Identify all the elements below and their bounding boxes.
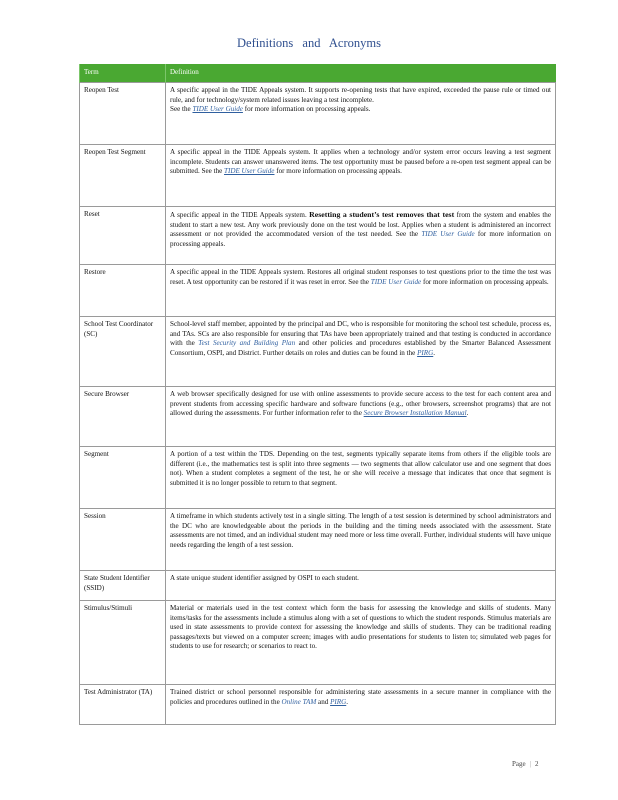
definition-cell (166, 447, 556, 509)
definition-text: See the (170, 105, 191, 114)
table-row (80, 509, 556, 571)
definition-text: A specific appeal in the TIDE Appeals system. It applies when a technology and/or system error occurs leaving a test segment incomplete. Students can answer unanswered items. The test opportunity must be paused before a re-open test segment appeal can be submitted. (170, 148, 551, 176)
definition-cell (166, 571, 556, 601)
definition-cell (166, 207, 556, 265)
definition-text: from the system and enables the student to start a new test. Any work previously done on the test would be lost. Applies when a student is administered an incorrect assessment or not provided the accommodated version of the test needed. See the (170, 211, 551, 239)
table-row (80, 447, 556, 509)
secure-browser-manual-link[interactable]: Secure Browser Installation Manual (363, 409, 467, 418)
footer-page-number: 2 (535, 760, 539, 768)
term-cell: Reset (80, 207, 166, 265)
term-cell: Reopen Test Segment (80, 145, 166, 207)
pirg-link[interactable]: PIRG (330, 697, 347, 706)
definition-text: See the (201, 167, 223, 176)
header-definition: Definition (166, 64, 556, 83)
definition-text: and other policies and procedures established by the Smarter Balanced Assessment Consortium, OSPI, and District. Further details on roles and duties can be found in the (170, 339, 552, 357)
definition-text: for more information on processing appeals. (170, 230, 551, 248)
definition-cell (166, 509, 556, 571)
definition-text: A portion of a test within the TDS. Depending on the test, segments typically separate items from others if the eligible tools are different (i.e., the mathematics test is split into three segments — two segments that allow calculator use and one segment that does not). When a student completes a segment of the test, he or she will receive a message that indicates that once that segment is submitted it is no longer possible to return to that segment. (170, 450, 551, 487)
definition-text: . (466, 409, 469, 418)
header-term: Term (80, 64, 166, 83)
definition-text: A specific appeal in the TIDE Appeals system. (170, 211, 307, 219)
definitions-table (79, 64, 556, 725)
table-row (80, 265, 556, 317)
definition-text: for more information on processing appeals. (422, 277, 549, 286)
definition-text: and (318, 697, 329, 706)
definition-text: . (433, 348, 436, 357)
table-row (80, 207, 556, 265)
table-row (80, 83, 556, 145)
term-cell: Stimulus/Stimuli (80, 601, 166, 685)
definition-bold-text: Resetting a student’s test removes that test (309, 210, 455, 219)
definition-cell (166, 685, 556, 725)
definition-cell (166, 601, 556, 685)
tide-user-guide-link[interactable]: TIDE User Guide (224, 167, 275, 176)
definition-text: . (346, 697, 349, 706)
page-title: Definitions and Acronyms (237, 36, 381, 50)
table-row (80, 685, 556, 725)
definition-text: Trained district or school personnel responsible for administering state assessments in a secure manner in compliance with the policies and procedures outlined in the (170, 688, 551, 706)
table-row (80, 571, 556, 601)
table-header-row (80, 64, 556, 83)
definition-cell (166, 317, 556, 387)
term-cell: Segment (80, 447, 166, 509)
term-cell: Test Administrator (TA) (80, 685, 166, 725)
table-row (80, 145, 556, 207)
definition-cell (166, 265, 556, 317)
term-cell: Reopen Test (80, 83, 166, 145)
term-cell: Restore (80, 265, 166, 317)
term-cell: Secure Browser (80, 387, 166, 447)
term-cell: State Student Identifier (SSID) (80, 571, 166, 601)
pirg-link[interactable]: PIRG (417, 348, 434, 357)
term-cell: School Test Coordinator (SC) (80, 317, 166, 387)
definition-text: A specific appeal in the TIDE Appeals system. Restores all original student responses to test questions prior to the time the test was reset. A test opportunity can be restored if it was reset in error. See the (170, 268, 551, 286)
term-cell: Session (80, 509, 166, 571)
definition-text: Material or materials used in the test context which form the basis for assessing the knowledge and skills of students. Many items/tasks for the assessments include a stimulus along with a set of questions to which the student responds. Stimulus materials are used in state assessments to provide context for assessing the knowledge and skills of students. They can be traditional reading passages/texts but viewed on a computer screen; images with audio presentations for students to listen to; simulated web pages for students to use for research; or scenarios to react to. (170, 604, 551, 651)
table-row (80, 317, 556, 387)
definition-text: A web browser specifically designed for use with online assessments to provide secure access to the test for each content area and prevent students from accessing specific hardware and software functions (e.g., other browsers, screenshot programs) that are not allowed during the assessments. For further information refer to the (170, 390, 551, 418)
online-tam-link[interactable]: Online TAM (281, 697, 317, 706)
definition-cell (166, 387, 556, 447)
footer-page-label: Page (512, 760, 526, 768)
definition-text: A state unique student identifier assigned by OSPI to each student. (170, 574, 359, 582)
tide-user-guide-link[interactable]: TIDE User Guide (370, 277, 422, 286)
definition-text: for more information on processing appeals. (276, 167, 402, 176)
definition-cell (166, 145, 556, 207)
table-row (80, 387, 556, 447)
test-security-plan-link[interactable]: Test Security and Building Plan (198, 339, 296, 348)
table-row (80, 601, 556, 685)
page-footer (512, 760, 539, 768)
definition-cell (166, 83, 556, 145)
definition-text: A timeframe in which students actively test in a single sitting. The length of a test session is determined by school administrators and the DC who are knowledgeable about the periods in the building and the timing needs associated with the assessment. State assessments are not timed, and an individual student may need more or less time overall. Further, individual students will have unique needs regarding the length of a test session. (170, 512, 551, 549)
definition-text: A specific appeal in the TIDE Appeals system. It supports re-opening tests that have expired, exceeded the pause rule or timed out rule, and for technology/system related issues leaving a test incomplete. (170, 86, 551, 104)
tide-user-guide-link[interactable]: TIDE User Guide (192, 105, 243, 114)
definition-text: for more information on processing appeals. (244, 105, 371, 114)
footer-separator: | (529, 760, 532, 768)
tide-user-guide-link[interactable]: TIDE User Guide (421, 230, 475, 239)
definition-text: School-level staff member, appointed by the principal and DC, who is responsible for monitoring the school test schedule, process es, and TAs. SCs are also responsible for ensuring that TAs have been appropriately trained and that testing is conducted in accordance with the (170, 320, 551, 348)
